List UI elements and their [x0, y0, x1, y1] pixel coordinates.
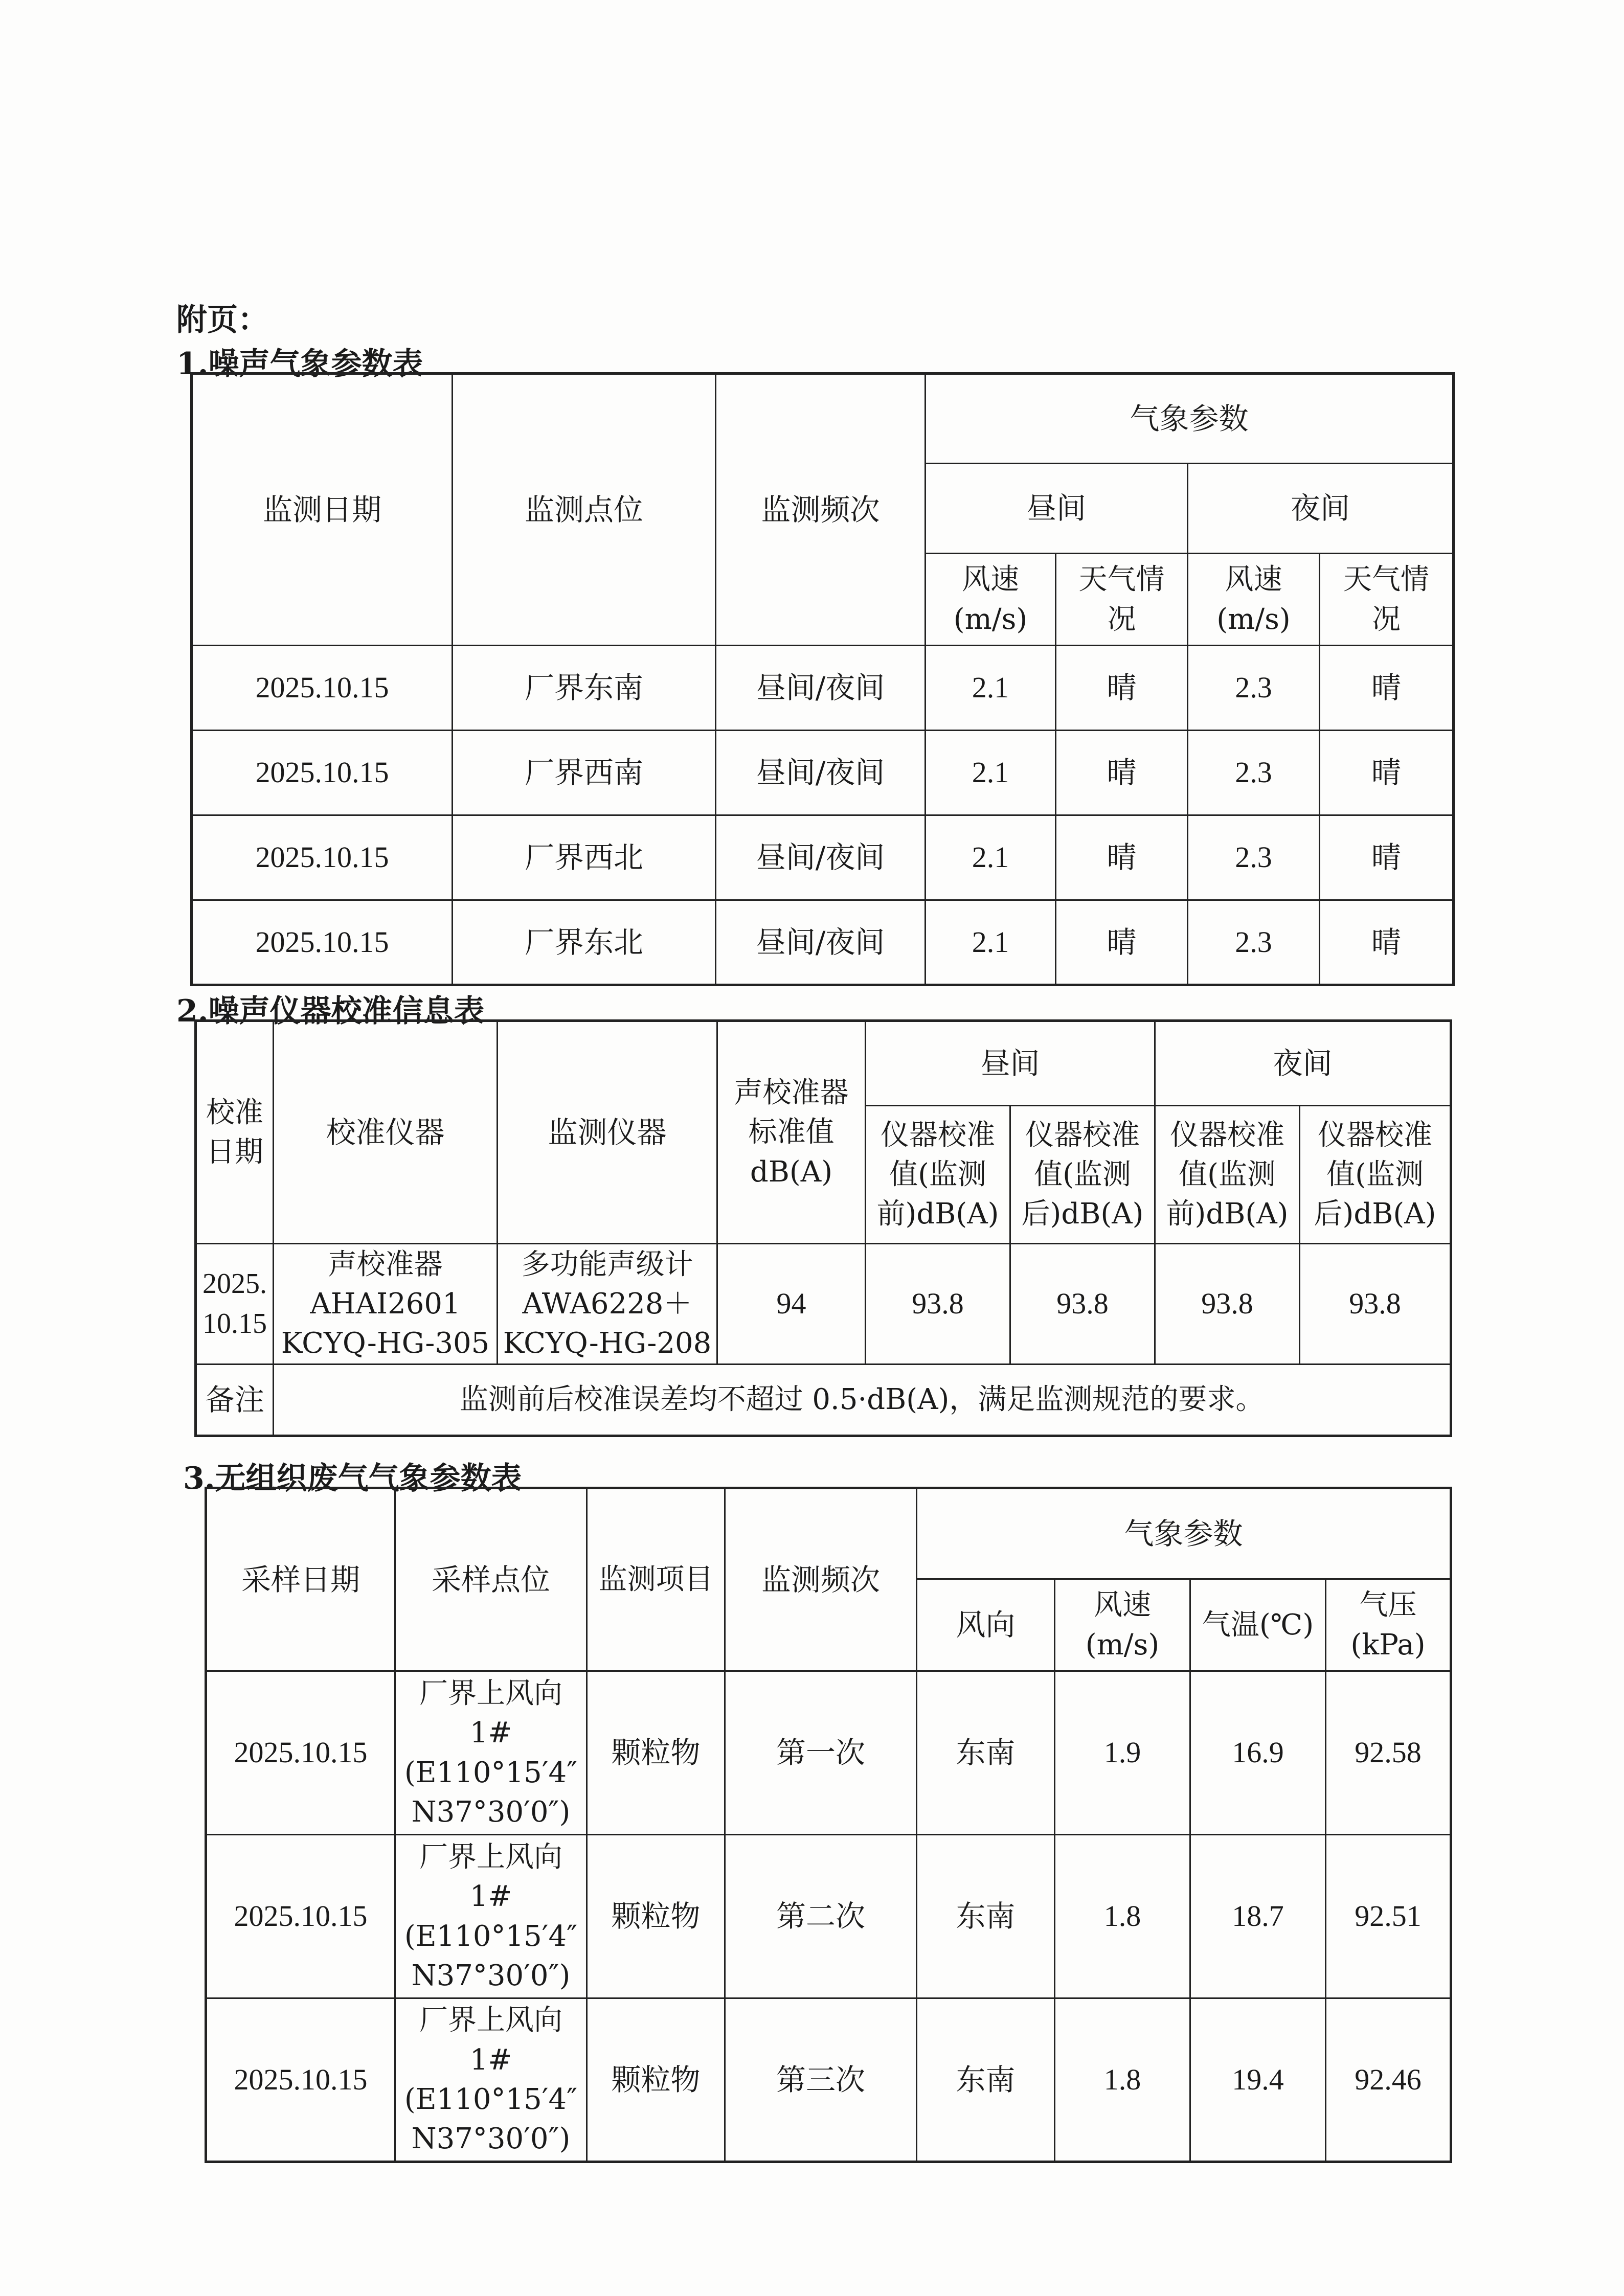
cell-day-weather: 晴 [1056, 900, 1188, 985]
table-row [192, 900, 1454, 985]
noise-calibration-table-title: 2.噪声仪器校准信息表 [176, 993, 485, 1029]
header-weather-params: 气象参数 [926, 374, 1454, 464]
cell-pressure: 92.51 [1326, 1835, 1451, 1998]
cell-point: 厂界上风向 1# (E110°15′4″ N37°30′0″) [395, 1835, 587, 1998]
header-daytime: 昼间 [926, 464, 1188, 554]
cell-standard-value: 94 [717, 1244, 866, 1365]
header-day-before: 仪器校准 值(监测 前)dB(A) [866, 1106, 1010, 1244]
header-wind-direction: 风向 [917, 1579, 1055, 1671]
header-weather-params: 气象参数 [917, 1488, 1451, 1579]
header-monitoring-instrument: 监测仪器 [498, 1021, 717, 1244]
cell-night-weather: 晴 [1320, 815, 1454, 900]
cell-night-weather: 晴 [1320, 731, 1454, 815]
cell-calibration-instrument: 声校准器 AHAI2601 KCYQ-HG-305 [274, 1244, 498, 1365]
header-calibration-instrument: 校准仪器 [274, 1021, 498, 1244]
header-night-wind-speed: 风速 (m/s) [1188, 554, 1320, 646]
header-pressure: 气压 (kPa) [1326, 1579, 1451, 1671]
cell-point: 厂界西南 [453, 731, 716, 815]
cell-pressure: 92.46 [1326, 1998, 1451, 2162]
cell-wind-speed: 1.8 [1055, 1835, 1190, 1998]
cell-night-weather: 晴 [1320, 646, 1454, 731]
cell-calibration-date: 2025. 10.15 [196, 1244, 274, 1365]
cell-day-weather: 晴 [1056, 646, 1188, 731]
exhaust-weather-table [205, 1487, 1452, 2163]
header-monitoring-frequency: 监测频次 [716, 374, 926, 646]
header-nighttime: 夜间 [1188, 464, 1454, 554]
header-day-after: 仪器校准 值(监测 后)dB(A) [1010, 1106, 1155, 1244]
cell-item: 颗粒物 [587, 1671, 725, 1835]
cell-frequency: 昼间/夜间 [716, 646, 926, 731]
header-night-before: 仪器校准 值(监测 前)dB(A) [1155, 1106, 1300, 1244]
table-row [192, 731, 1454, 815]
appendix-label: 附页： [176, 302, 268, 338]
header-night-after: 仪器校准 值(监测 后)dB(A) [1300, 1106, 1451, 1244]
cell-monitoring-instrument: 多功能声级计 AWA6228＋ KCYQ-HG-208 [498, 1244, 717, 1365]
header-monitoring-point: 监测点位 [453, 374, 716, 646]
cell-night-wind: 2.3 [1188, 731, 1320, 815]
cell-date: 2025.10.15 [192, 646, 453, 731]
header-temperature: 气温(℃) [1190, 1579, 1326, 1671]
header-monitoring-item: 监测项目 [587, 1488, 725, 1671]
table-row [206, 1835, 1451, 1998]
header-calibration-date: 校准 日期 [196, 1021, 274, 1244]
cell-frequency: 昼间/夜间 [716, 731, 926, 815]
cell-frequency: 第二次 [725, 1835, 917, 1998]
cell-point: 厂界东北 [453, 900, 716, 985]
cell-frequency: 第一次 [725, 1671, 917, 1835]
cell-day-before: 93.8 [866, 1244, 1010, 1365]
cell-temperature: 18.7 [1190, 1835, 1326, 1998]
cell-frequency: 昼间/夜间 [716, 900, 926, 985]
noise-weather-table-title: 1.噪声气象参数表 [176, 346, 423, 382]
cell-day-wind: 2.1 [926, 731, 1056, 815]
cell-date: 2025.10.15 [206, 1998, 395, 2162]
header-day-wind-speed: 风速 (m/s) [926, 554, 1056, 646]
cell-night-wind: 2.3 [1188, 646, 1320, 731]
cell-wind-direction: 东南 [917, 1835, 1055, 1998]
cell-frequency: 昼间/夜间 [716, 815, 926, 900]
cell-frequency: 第三次 [725, 1998, 917, 2162]
table-row [206, 1671, 1451, 1835]
header-calibrator-standard-value: 声校准器 标准值 dB(A) [717, 1021, 866, 1244]
cell-item: 颗粒物 [587, 1998, 725, 2162]
noise-calibration-table [194, 1019, 1452, 1437]
noise-weather-table [190, 372, 1455, 986]
cell-wind-direction: 东南 [917, 1998, 1055, 2162]
remark-text: 监测前后校准误差均不超过 0.5·dB(A)，满足监测规范的要求。 [274, 1365, 1451, 1436]
cell-day-after: 93.8 [1010, 1244, 1155, 1365]
cell-point: 厂界西北 [453, 815, 716, 900]
cell-day-weather: 晴 [1056, 731, 1188, 815]
header-day-weather: 天气情 况 [1056, 554, 1188, 646]
cell-night-before: 93.8 [1155, 1244, 1300, 1365]
header-monitoring-date: 监测日期 [192, 374, 453, 646]
cell-temperature: 19.4 [1190, 1998, 1326, 2162]
table-row [192, 815, 1454, 900]
table-row [206, 1998, 1451, 2162]
cell-night-weather: 晴 [1320, 900, 1454, 985]
header-sampling-date: 采样日期 [206, 1488, 395, 1671]
cell-point: 厂界上风向 1# (E110°15′4″ N37°30′0″) [395, 1998, 587, 2162]
cell-date: 2025.10.15 [206, 1671, 395, 1835]
cell-point: 厂界上风向 1# (E110°15′4″ N37°30′0″) [395, 1671, 587, 1835]
cell-item: 颗粒物 [587, 1835, 725, 1998]
cell-date: 2025.10.15 [192, 815, 453, 900]
cell-day-wind: 2.1 [926, 646, 1056, 731]
remark-row [196, 1365, 1451, 1436]
header-night-weather: 天气情 况 [1320, 554, 1454, 646]
cell-night-wind: 2.3 [1188, 815, 1320, 900]
cell-temperature: 16.9 [1190, 1671, 1326, 1835]
cell-night-wind: 2.3 [1188, 900, 1320, 985]
cell-wind-speed: 1.9 [1055, 1671, 1190, 1835]
header-daytime: 昼间 [866, 1021, 1155, 1106]
table-row [192, 646, 1454, 731]
remark-label: 备注 [196, 1365, 274, 1436]
cell-wind-direction: 东南 [917, 1671, 1055, 1835]
cell-wind-speed: 1.8 [1055, 1998, 1190, 2162]
cell-date: 2025.10.15 [192, 900, 453, 985]
table-row [196, 1244, 1451, 1365]
cell-day-wind: 2.1 [926, 815, 1056, 900]
cell-date: 2025.10.15 [192, 731, 453, 815]
cell-date: 2025.10.15 [206, 1835, 395, 1998]
header-monitoring-frequency: 监测频次 [725, 1488, 917, 1671]
header-wind-speed: 风速 (m/s) [1055, 1579, 1190, 1671]
cell-day-weather: 晴 [1056, 815, 1188, 900]
header-sampling-point: 采样点位 [395, 1488, 587, 1671]
cell-night-after: 93.8 [1300, 1244, 1451, 1365]
exhaust-weather-table-title: 3.无组织废气气象参数表 [183, 1461, 522, 1496]
cell-pressure: 92.58 [1326, 1671, 1451, 1835]
header-nighttime: 夜间 [1155, 1021, 1451, 1106]
cell-point: 厂界东南 [453, 646, 716, 731]
cell-day-wind: 2.1 [926, 900, 1056, 985]
